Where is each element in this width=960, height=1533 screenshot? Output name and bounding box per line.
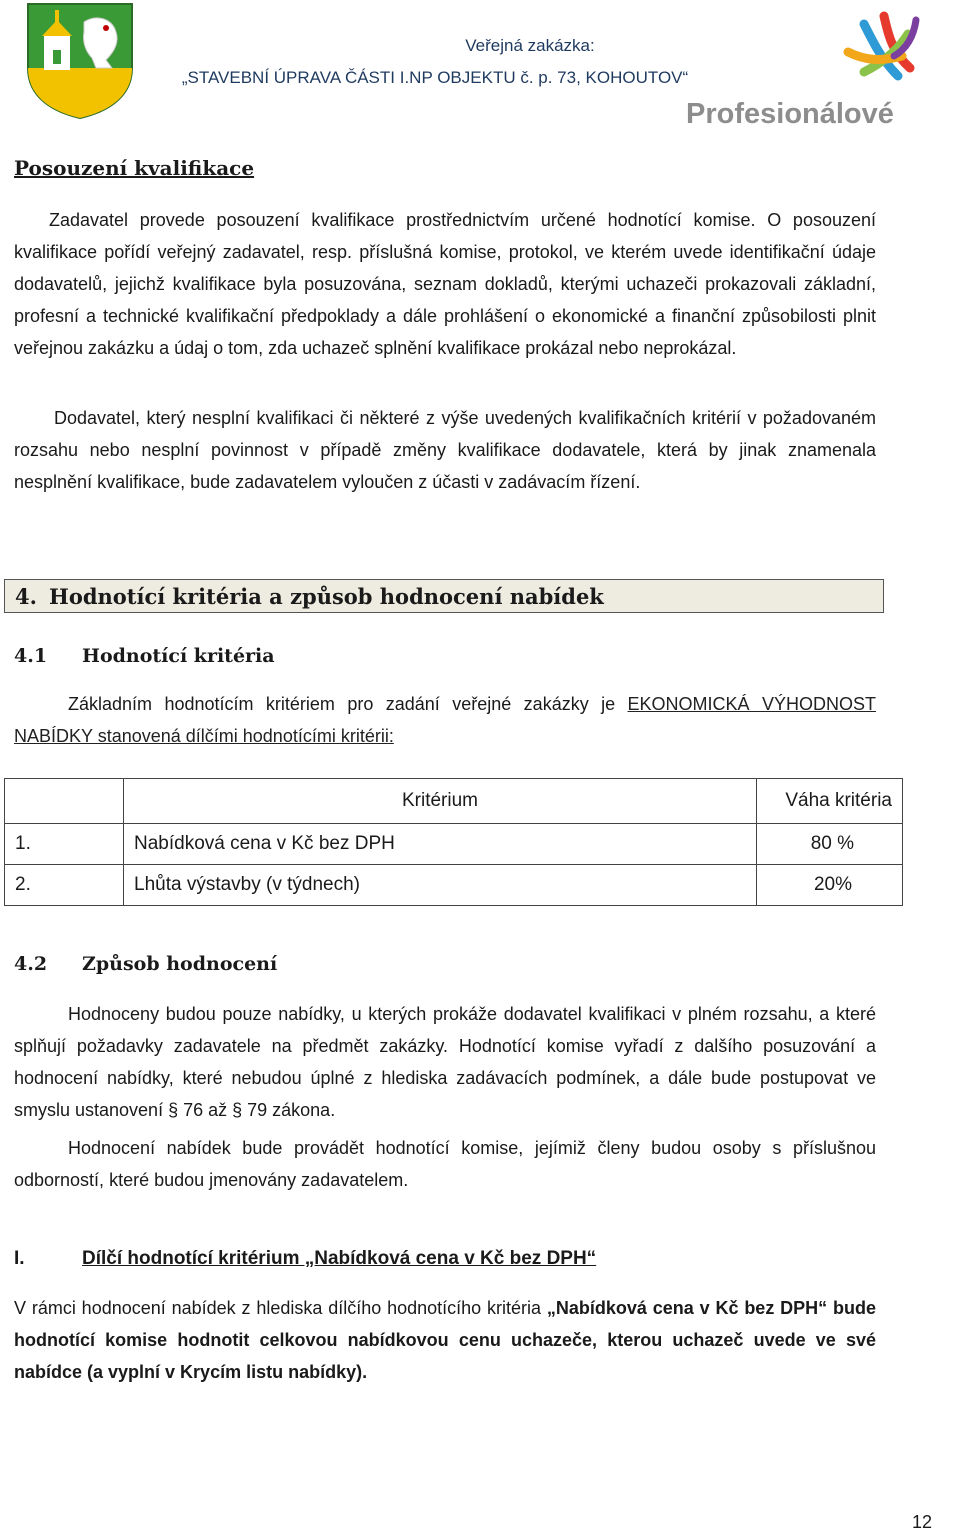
subsection-4-2-number: 4.2 [14,953,48,975]
profesionalove-logo-text: Profesionálové [686,98,894,130]
coat-of-arms-logo [26,2,134,120]
subsection-4-2-paragraph-1: Hodnoceny budou pouze nabídky, u kterých prokáže dodavatel kvalifikaci v plném rozsahu, a které splňují požadavky zadavatele na předmět zakázky. Hodnotící komise vyřadí z dalšího posuzování a hodnocení nabídky, které nebudou úplné z hlediska zadávacích podmínek, a dále bude postupovat ve smyslu ustanovení § 76 až § 79 zákona. [14,1004,876,1120]
section-I-paragraph-plain: V rámci hodnocení nabídek z hlediska dílčího hodnotícího kritéria [14,1298,547,1318]
subsection-4-2-title: Způsob hodnocení [82,953,278,975]
criteria-table [4,778,903,906]
subsection-4-1-title: Hodnotící kritéria [82,645,275,667]
section-4-heading [4,579,884,613]
subsection-4-1-text [14,688,876,752]
criteria-row-1-num: 1. [5,824,124,865]
criteria-row-1-weight: 80 % [757,824,903,865]
criteria-header-weight: Váha kritéria [757,779,903,824]
criteria-table-header [5,779,903,824]
table-row [5,824,903,865]
subsection-4-2-paragraph-2: Hodnocení nabídek bude provádět hodnotící komise, jejímiž členy budou osoby s příslušnou odborností, které budou jmenovány zadavatelem. [14,1138,876,1190]
criteria-row-1-name: Nabídková cena v Kč bez DPH [124,824,757,865]
criteria-row-2-weight: 20% [757,865,903,906]
section-I-paragraph [14,1292,876,1388]
profesionalove-logo [688,4,928,130]
section-4-number: 4. [15,584,37,609]
subsection-4-1-number: 4.1 [14,645,48,667]
section-I-paragraph-bold: „Nabídková cena v Kč bez DPH“ bude hodnotící komise hodnotit celkovou nabídkovou cenu uchazeče, kterou uchazeč uvede ve své nabídce (a vyplní v Krycím listu nabídky). [14,1298,877,1382]
section-4-title: Hodnotící kritéria a způsob hodnocení nabídek [49,584,604,609]
subsection-4-1-text-underlined: EKONOMICKÁ VÝHODNOST NABÍDKY stanovená dílčími hodnotícími kritérii: [14,694,876,746]
qualification-paragraph-1: Zadavatel provede posouzení kvalifikace prostřednictvím určené hodnotící komise. O posouzení kvalifikace pořídí veřejný zadavatel, resp. příslušná komise, protokol, ve kterém uvede identifikační údaje dodavatelů, jejichž kvalifikace byla posuzována, seznam dokladů, kterými uchazeči prokazovali základní, profesní a technické kvalifikační předpoklady a dále prohlášení o ekonomické a finanční způsobilosti plnit veřejnou zakázku a údaj o tom, zda uchazeč splnění kvalifikace prokázal nebo neprokázal. [14,210,876,358]
section-I-number: I. [14,1248,25,1269]
header-line-1: Veřejná zakázka: [465,36,595,55]
page-number: 12 [912,1512,933,1532]
section-I-title: Dílčí hodnotící kritérium „Nabídková cena v Kč bez DPH“ [82,1248,597,1269]
criteria-row-2-num: 2. [5,865,124,906]
table-row [5,865,903,906]
criteria-header-empty [5,779,124,824]
header-line-2: „STAVEBNÍ ÚPRAVA ČÁSTI I.NP OBJEKTU č. p. 73, KOHOUTOV“ [181,68,689,87]
subsection-4-1-text-plain: Základním hodnotícím kritériem pro zadání veřejné zakázky je [68,694,628,714]
qualification-paragraph-2: Dodavatel, který nesplní kvalifikaci či některé z výše uvedených kvalifikačních kritérií v požadovaném rozsahu nebo nesplní povinnost v případě změny kvalifikace dodavatele, která by jinak znamenala nesplnění kvalifikace, bude zadavatelem vyloučen z účasti v zadávacím řízení. [14,408,876,492]
criteria-header-name: Kritérium [124,779,757,824]
section-title-qualification: Posouzení kvalifikace [14,156,255,180]
criteria-row-2-name: Lhůta výstavby (v týdnech) [124,865,757,906]
